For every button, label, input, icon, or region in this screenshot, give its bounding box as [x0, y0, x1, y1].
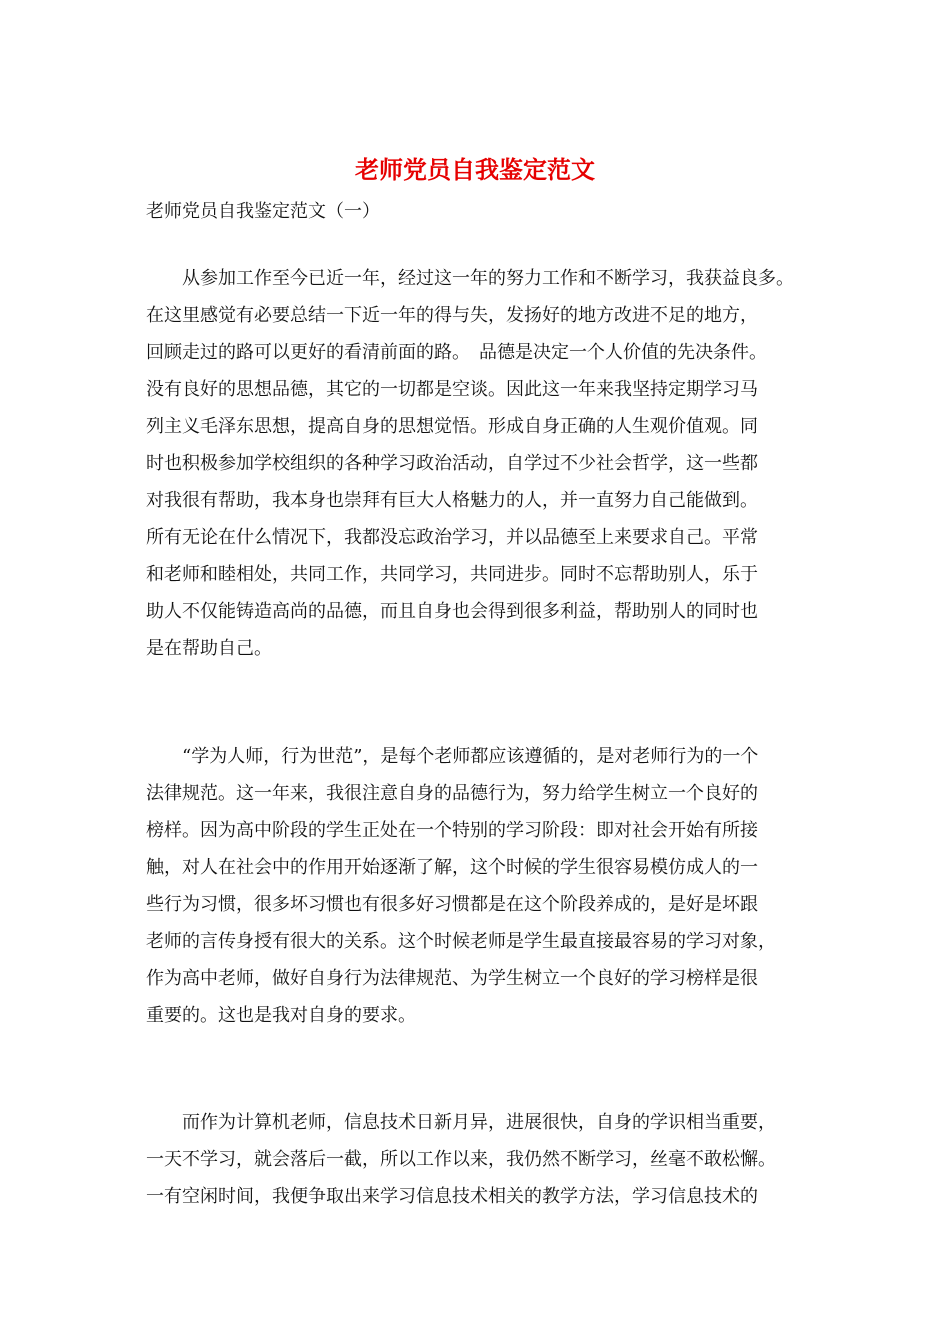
paragraph-line: 时也积极参加学校组织的各种学习政治活动，自学过不少社会哲学，这一些都 — [146, 453, 758, 474]
paragraph-line: 触，对人在社会中的作用开始逐渐了解，这个时候的学生很容易模仿成人的一 — [146, 857, 758, 878]
paragraph-3 — [146, 1104, 836, 1215]
paragraph-line: 一天不学习，就会落后一截，所以工作以来，我仍然不断学习，丝毫不敢松懈。 — [146, 1149, 776, 1170]
paragraph-line: 对我很有帮助，我本身也崇拜有巨大人格魅力的人，并一直努力自己能做到。 — [146, 490, 758, 511]
paragraph-line: 在这里感觉有必要总结一下近一年的得与失，发扬好的地方改进不足的地方， — [146, 305, 758, 326]
paragraph-line: 些行为习惯，很多坏习惯也有很多好习惯都是在这个阶段养成的，是好是坏跟 — [146, 894, 758, 915]
paragraph-line: 列主义毛泽东思想，提高自身的思想觉悟。形成自身正确的人生观价值观。同 — [146, 416, 758, 437]
paragraph-line: 回顾走过的路可以更好的看清前面的路。 品德是决定一个人价值的先决条件。 — [146, 342, 767, 363]
paragraph-line: 重要的。这也是我对自身的要求。 — [146, 1005, 416, 1026]
paragraph-line: 一有空闲时间，我便争取出来学习信息技术相关的教学方法，学习信息技术的 — [146, 1186, 758, 1207]
section-subtitle: 老师党员自我鉴定范文（一） — [146, 201, 380, 222]
paragraph-line: 没有良好的思想品德，其它的一切都是空谈。因此这一年来我坚持定期学习马 — [146, 379, 758, 400]
paragraph-line: 而作为计算机老师，信息技术日新月异，进展很快，自身的学识相当重要， — [146, 1112, 776, 1133]
paragraph-line: 和老师和睦相处，共同工作，共同学习，共同进步。同时不忘帮助别人，乐于 — [146, 564, 758, 585]
paragraph-line: 老师的言传身授有很大的关系。这个时候老师是学生最直接最容易的学习对象， — [146, 931, 776, 952]
paragraph-line: 助人不仅能铸造高尚的品德，而且自身也会得到很多利益，帮助别人的同时也 — [146, 601, 758, 622]
paragraph-1 — [146, 260, 836, 667]
paragraph-line: 榜样。因为高中阶段的学生正处在一个特别的学习阶段：即对社会开始有所接 — [146, 820, 758, 841]
paragraph-line: 法律规范。这一年来，我很注意自身的品德行为，努力给学生树立一个良好的 — [146, 783, 758, 804]
page-title: 老师党员自我鉴定范文 — [355, 155, 595, 184]
paragraph-2 — [146, 738, 836, 1034]
paragraph-line: 作为高中老师，做好自身行为法律规范、为学生树立一个良好的学习榜样是很 — [146, 968, 758, 989]
paragraph-line: 从参加工作至今已近一年，经过这一年的努力工作和不断学习，我获益良多。 — [146, 268, 794, 289]
paragraph-line: “学为人师，行为世范”，是每个老师都应该遵循的，是对老师行为的一个 — [146, 746, 759, 767]
paragraph-line: 所有无论在什么情况下，我都没忘政治学习，并以品德至上来要求自己。平常 — [146, 527, 758, 548]
paragraph-line: 是在帮助自己。 — [146, 638, 272, 659]
